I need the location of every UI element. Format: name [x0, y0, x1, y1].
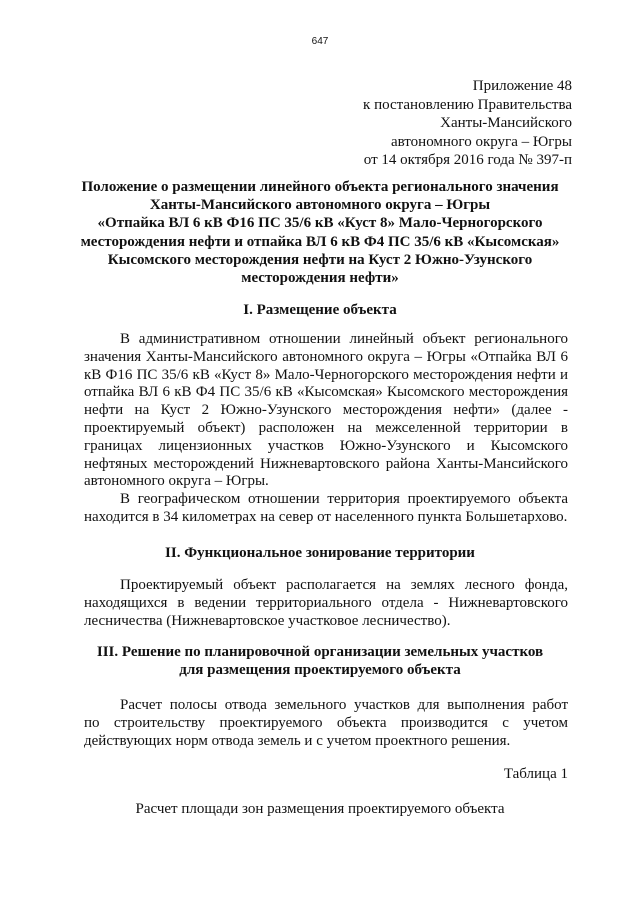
text-line: значения Ханты-Мансийского автономного округа – Югры «Отпайка ВЛ 6	[84, 348, 568, 365]
section-3-paragraph-1	[84, 697, 568, 750]
heading-line: III. Решение по планировочной организации земельных участков	[96, 644, 544, 660]
section-3-heading	[60, 643, 580, 679]
text-line: Расчет полосы отвода земельного участков для выполнения работ	[120, 697, 568, 713]
title-line: Кысомского месторождения нефти на Куст 2 Южно-Узунского	[107, 251, 533, 268]
appendix-line: от 14 октября 2016 года № 397-п	[363, 152, 572, 168]
text-line: В географическом отношении территория проектируемого объекта	[120, 491, 568, 507]
text-line: автономного округа – Югры.	[84, 473, 269, 490]
text-line: нефти на Куст 2 Южно-Узунского месторождения нефти» (далее -	[84, 402, 568, 419]
text-line: Проектируемый объект располагается на землях лесного фонда,	[120, 577, 568, 593]
page-number: 647	[311, 36, 329, 47]
appendix-line: Приложение 48	[472, 78, 572, 94]
text-line: отпайка ВЛ 6 кВ Ф4 ПС 35/6 кВ «Кысомская» Кысомского месторождения	[84, 384, 568, 401]
text-line: по строительству проектируемого объекта производится с учетом	[84, 714, 568, 731]
appendix-line: автономного округа – Югры	[390, 133, 572, 150]
text-line: находящихся в ведении территориального отдела - Нижневартовского	[84, 594, 568, 611]
text-line: кВ Ф16 ПС 35/6 кВ «Куст 8» Мало-Черногорского месторождения нефти и	[84, 366, 568, 383]
title-line: «Отпайка ВЛ 6 кВ Ф16 ПС 35/6 кВ «Куст 8» Мало-Черногорского	[97, 215, 543, 232]
section-1-paragraph-1	[84, 331, 568, 491]
appendix-line: к постановлению Правительства	[363, 96, 572, 113]
title-line: Положение о размещении линейного объекта регионального значения	[81, 179, 559, 195]
text-line: границах лицензионных участков Южно-Узунского и Кысомского	[84, 437, 568, 454]
heading-line: для размещения проектируемого объекта	[179, 662, 461, 678]
text-line: проектируемый объект) расположен на межселенной территории в	[84, 419, 568, 436]
title-line: Ханты-Мансийского автономного округа – Югры	[149, 197, 491, 214]
table-label: Таблица 1	[503, 766, 568, 782]
appendix-block	[272, 77, 572, 170]
appendix-line: Ханты-Мансийского	[440, 115, 572, 131]
text-line: лесничества (Нижневартовское участковое лесничество).	[84, 612, 451, 629]
section-2-paragraph-1	[84, 577, 568, 630]
section-2-heading: II. Функциональное зонирование территории	[165, 545, 475, 561]
document-title	[60, 178, 580, 287]
text-line: находится в 34 километрах на север от населенного пункта Большетархово.	[84, 508, 568, 525]
text-line: действующих норм отвода земель и с учетом проектного решения.	[84, 732, 511, 749]
section-1-heading: I. Размещение объекта	[243, 302, 397, 318]
section-1-paragraph-2	[84, 491, 568, 527]
table-caption: Расчет площади зон размещения проектируемого объекта	[135, 801, 505, 817]
title-line: месторождения нефти»	[241, 270, 399, 287]
text-line: В административном отношении линейный объект регионального	[120, 331, 568, 347]
title-line: месторождения нефти и отпайка ВЛ 6 кВ Ф4 ПС 35/6 кВ «Кысомская»	[80, 233, 560, 250]
text-line: нефтяных месторождений Нижневартовского района Ханты-Мансийского	[84, 455, 568, 472]
